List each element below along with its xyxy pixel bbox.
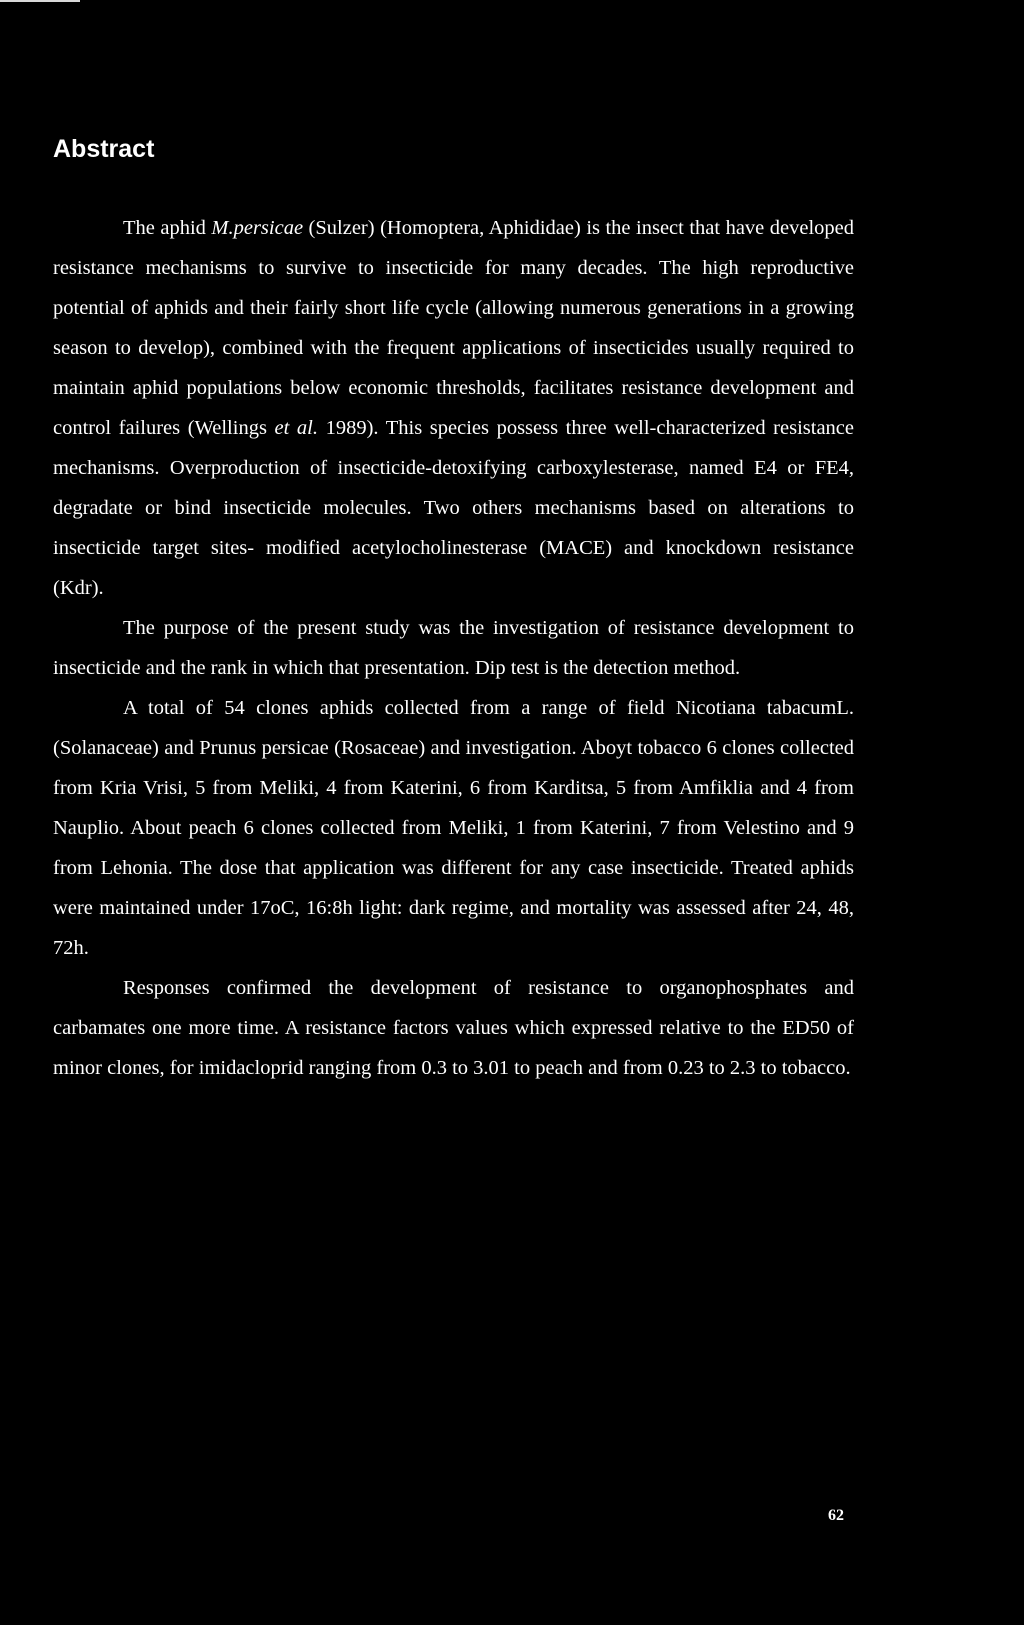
abstract-heading: Abstract (53, 135, 155, 163)
paragraph-1-lead: The aphid (123, 217, 212, 239)
page-number: 62 (828, 1507, 844, 1524)
et-al-citation: et al. (274, 417, 318, 439)
top-edge-rule (0, 0, 80, 2)
paragraph-1-text-a: (Sulzer) (Homoptera, Aphididae) is the insect that have developed resistance mechanisms to survive to insecticide for many decades. The high reproductive potential of aphids and their fairly short life cycle (allowing numerous generations in a growing season to develop), combined with the frequent applications of insecticides usually required to maintain aphid populations below economic thresholds, facilitates resistance development and control failures (Wellings (53, 217, 854, 439)
species-name: M.persicae (211, 217, 304, 239)
document-page (53, 134, 854, 1088)
abstract-paragraph-3: A total of 54 clones aphids collected from a range of field Nicotiana tabacumL. (Solanaceae) and Prunus persicae (Rosaceae) and investigation. Aboyt tobacco 6 clones collected from Kria Vrisi, 5 from Meliki, 4 from Katerini, 6 from Karditsa, 5 from Amfiklia and 4 from Nauplio. About peach 6 clones collected from Meliki, 1 from Katerini, 7 from Velestino and 9 from Lehonia. The dose that application was different for any case insecticide. Treated aphids were maintained under 17oC, 16:8h light: dark regime, and mortality was assessed after 24, 48, 72h. (53, 697, 854, 959)
paragraph-1-text-b: 1989). This species possess three well-characterized resistance mechanisms. Overproduction of insecticide-detoxifying carboxylesterase, named E4 or FE4, degradate or bind insecticide molecules. Two others mechanisms based on alterations to insecticide target sites- modified acetylocholinesterase (MACE) and knockdown resistance (Kdr). (53, 417, 855, 599)
abstract-paragraph-4: Responses confirmed the development of resistance to organophosphates and carbamates one more time. A resistance factors values which expressed relative to the ED50 of minor clones, for imidacloprid ranging from 0.3 to 3.01 to peach and from 0.23 to 2.3 to tobacco. (53, 977, 854, 1079)
abstract-paragraph-1 (53, 208, 854, 608)
abstract-paragraph-2: The purpose of the present study was the investigation of resistance development to insecticide and the rank in which that presentation. Dip test is the detection method. (53, 617, 854, 679)
